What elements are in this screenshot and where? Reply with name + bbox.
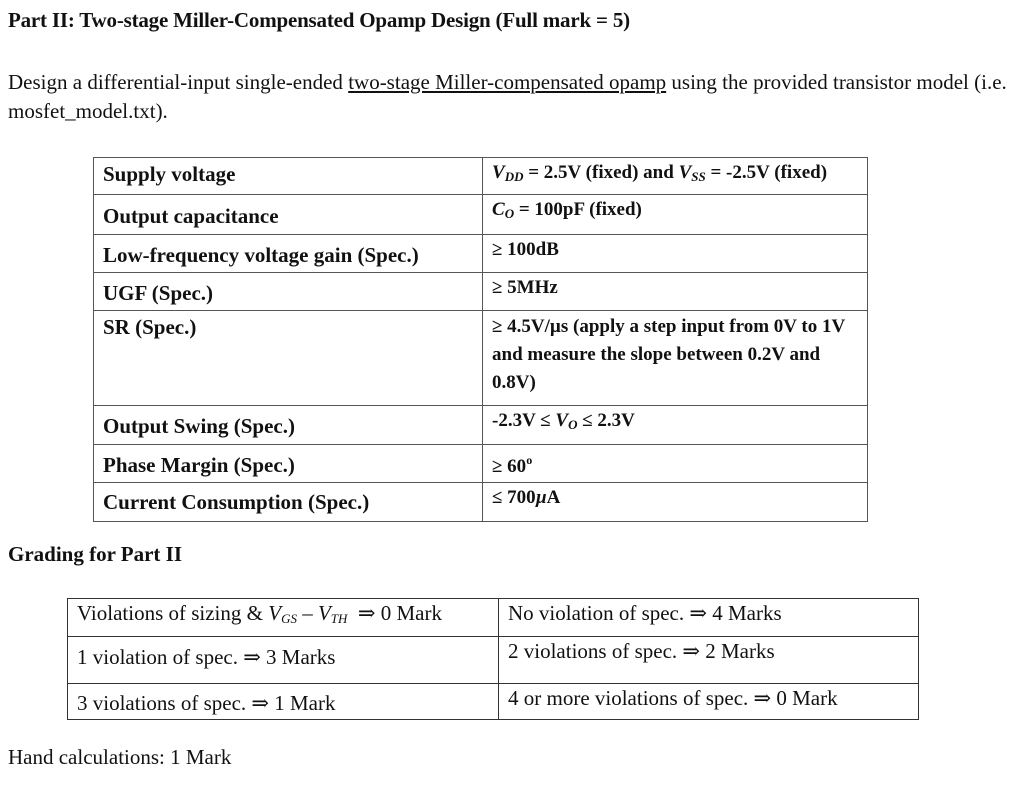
grading-cell: 3 violations of spec. ⇒ 1 Mark (68, 684, 499, 720)
intro-text-before: Design a differential-input single-ended (8, 70, 349, 94)
grading-cell: 2 violations of spec. ⇒ 2 Marks (499, 637, 919, 684)
spec-label: UGF (Spec.) (94, 273, 483, 311)
spec-value: $C_O = 100pF$ (fixed) (483, 195, 868, 235)
spec-row-voltage-gain (94, 235, 868, 273)
grading-cell: 1 violation of spec. ⇒ 3 Marks (68, 637, 499, 684)
grading-heading: Grading for Part II (8, 542, 183, 566)
spec-value: ≥ $60^o$ (483, 445, 868, 483)
spec-value: ≥ 4.5V/µs (apply a step input from 0V to 1V and measure the slope between 0.2V and 0.8V) (483, 311, 868, 406)
spec-label: Output Swing (Spec.) (94, 406, 483, 445)
spec-label: Output capacitance (94, 195, 483, 235)
spec-row-phase-margin (94, 445, 868, 483)
grading-cell: Violations of sizing & $V_{GS} - V_{TH}$ ⇒ 0 Mark (68, 599, 499, 637)
spec-row-supply-voltage (94, 158, 868, 195)
grading-row (68, 599, 919, 637)
spec-row-output-capacitance (94, 195, 868, 235)
spec-value: ≤ 700µA (483, 483, 868, 522)
grading-row (68, 637, 919, 684)
spec-label: Current Consumption (Spec.) (94, 483, 483, 522)
intro-text-after: using the provided transistor model (i.e. mosfet_model.txt). (8, 70, 1007, 123)
spec-label: Phase Margin (Spec.) (94, 445, 483, 483)
hand-calculations-note: Hand calculations: 1 Mark (8, 745, 232, 769)
spec-label: Low-frequency voltage gain (Spec.) (94, 235, 483, 273)
grading-cell: 4 or more violations of spec. ⇒ 0 Mark (499, 684, 919, 720)
grading-row (68, 684, 919, 720)
grading-cell: No violation of spec. ⇒ 4 Marks (499, 599, 919, 637)
spec-row-current-consumption (94, 483, 868, 522)
page-title: Part II: Two-stage Miller-Compensated Opamp Design (Full mark = 5) (8, 8, 630, 32)
spec-value: $V_{DD} = 2.5V$ (fixed) and $V_{SS} = -2.5V$ (fixed) (483, 158, 868, 195)
spec-value: ≥ 100dB (483, 235, 868, 273)
spec-label: Supply voltage (94, 158, 483, 195)
grading-table (67, 598, 919, 720)
spec-value: $-2.3V \le V_O \le 2.3V$ (483, 406, 868, 445)
spec-row-ugf (94, 273, 868, 311)
spec-label: SR (Spec.) (94, 311, 483, 406)
spec-table (93, 157, 868, 522)
intro-underlined-term: two-stage Miller-compensated opamp (348, 70, 667, 94)
spec-value: ≥ 5MHz (483, 273, 868, 311)
spec-row-slew-rate (94, 311, 868, 406)
spec-row-output-swing (94, 406, 868, 445)
intro-paragraph (8, 68, 1018, 126)
